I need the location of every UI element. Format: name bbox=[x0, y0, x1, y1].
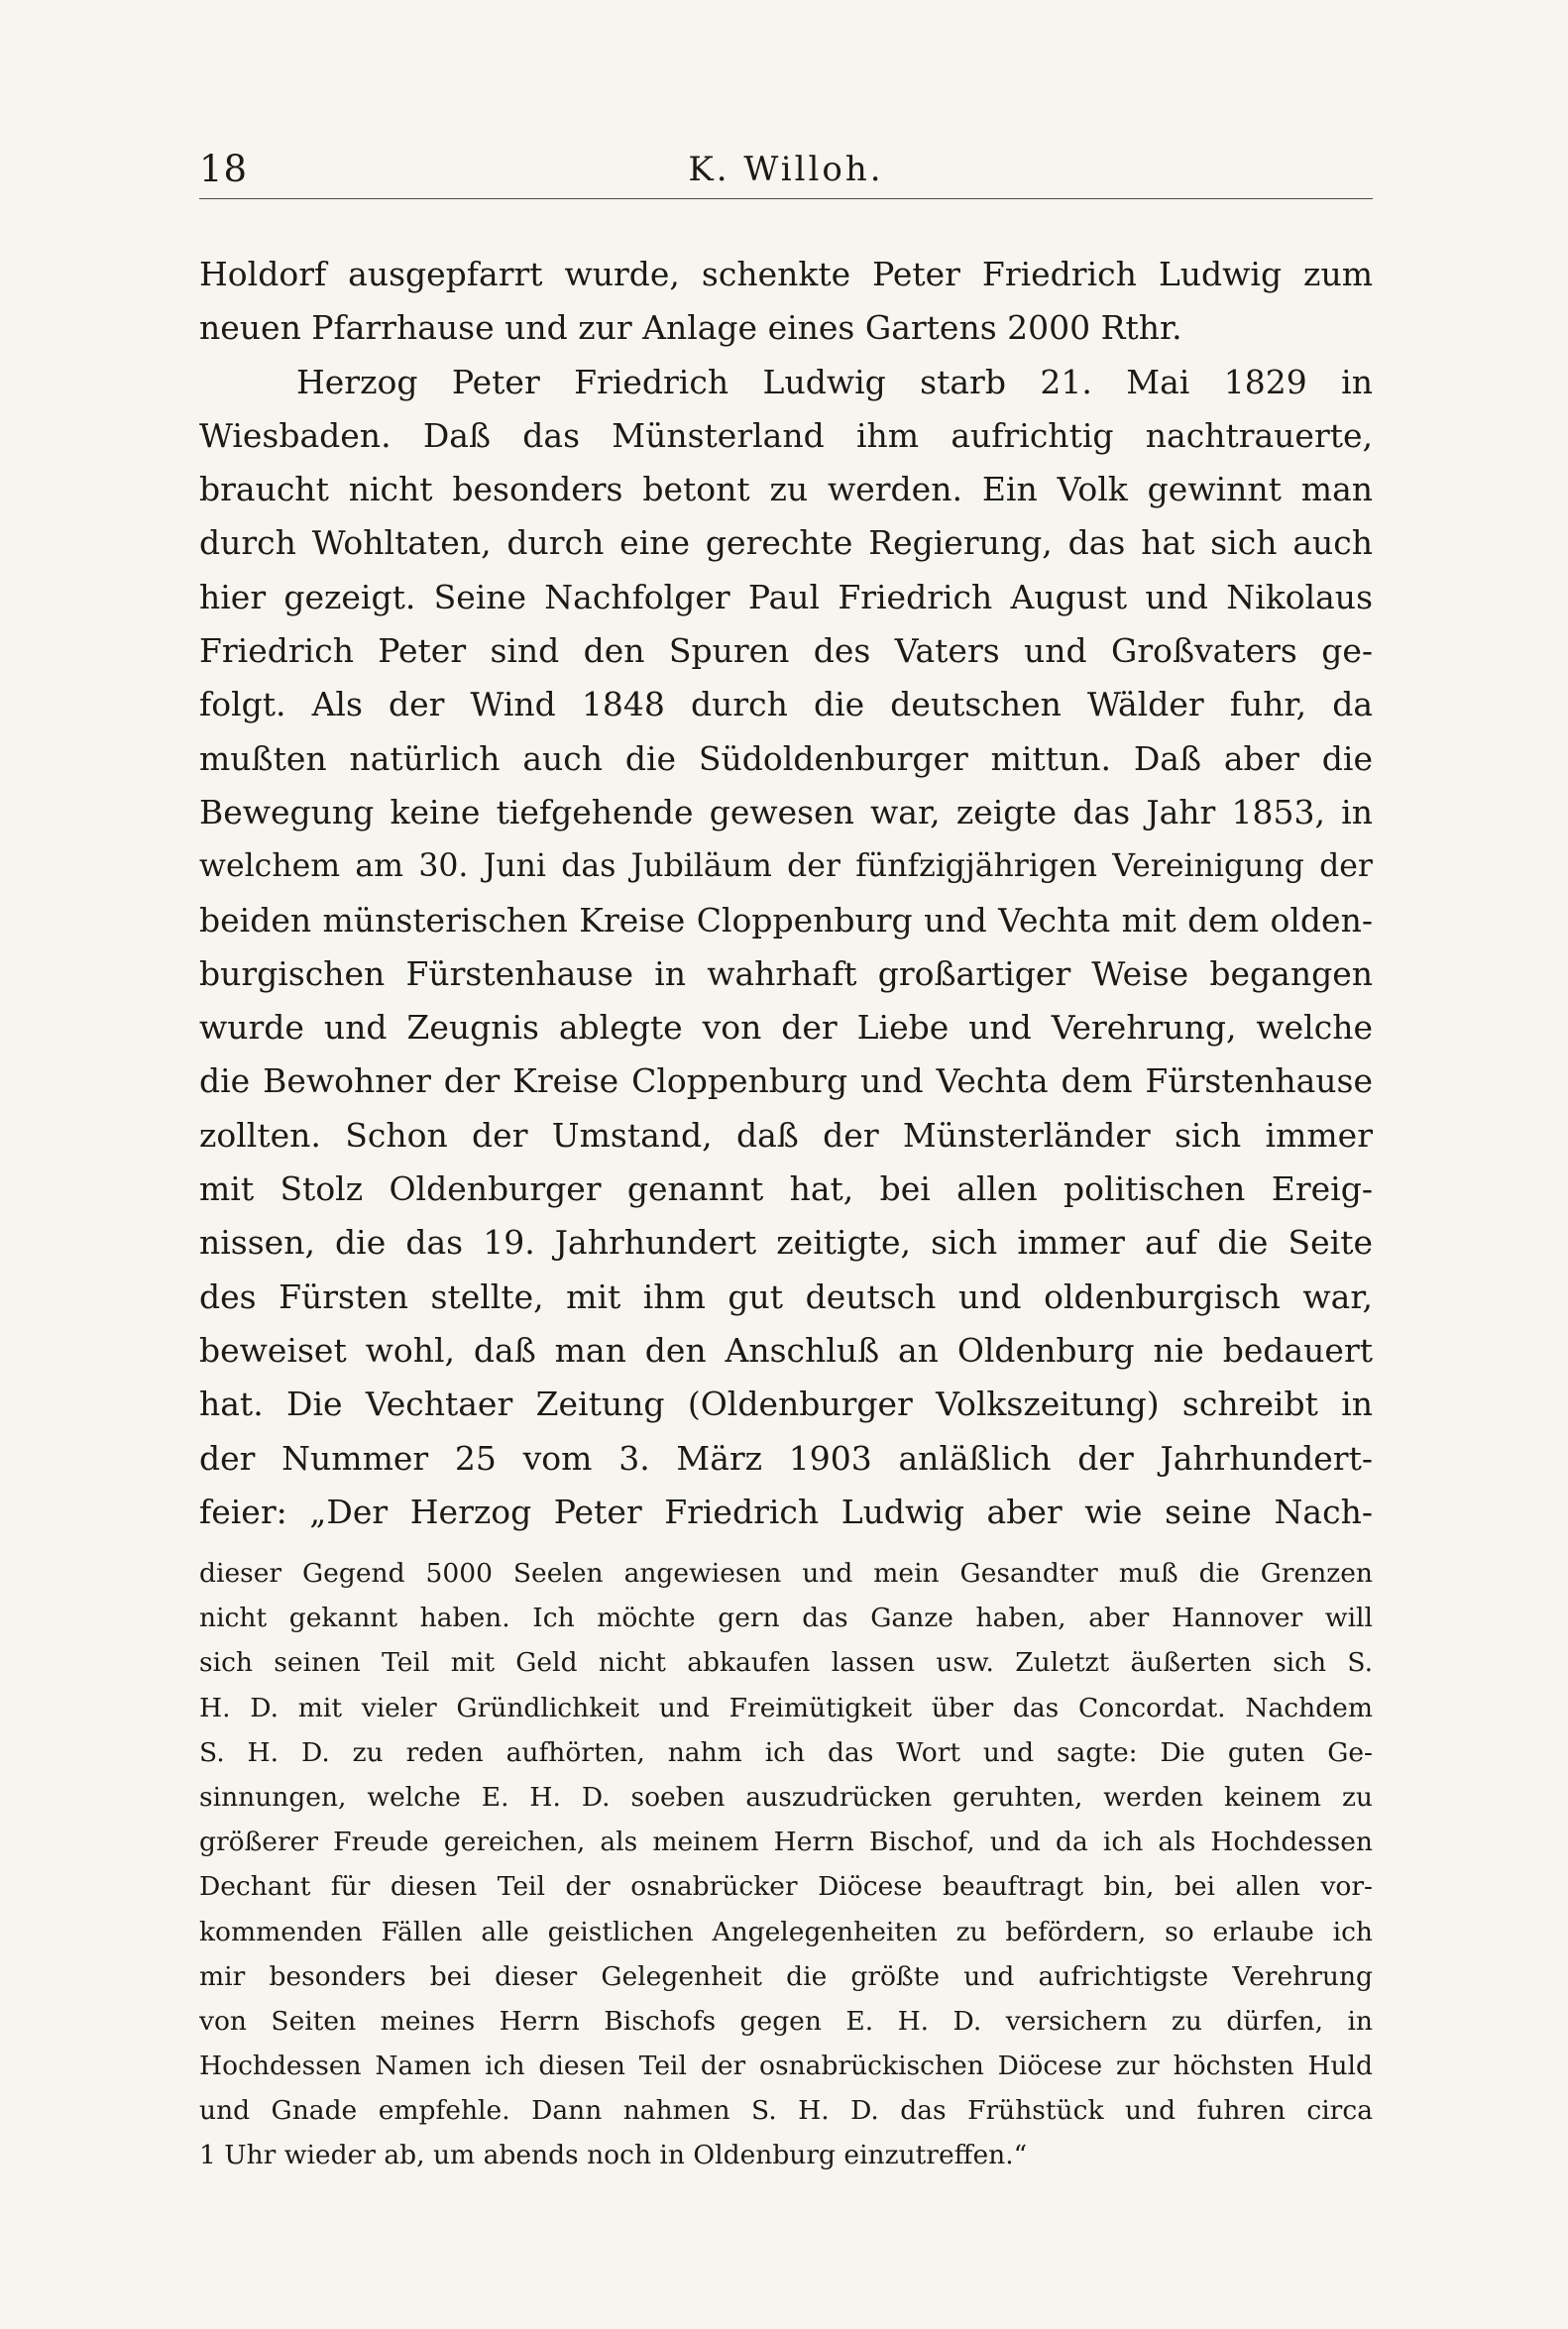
text-line: Bewegung keine tiefgehende gewesen war, zeigte das Jahr 1853, in bbox=[199, 792, 1373, 832]
text-line: Friedrich Peter sind den Spuren des Vaters und Großvaters ge- bbox=[199, 631, 1373, 671]
text-line: feier: „Der Herzog Peter Friedrich Ludwig aber wie seine Nach- bbox=[199, 1492, 1373, 1531]
text-line: welchem am 30. Juni das Jubiläum der fünfzigjährigen Vereinigung der bbox=[199, 848, 1373, 885]
text-line: Herzog Peter Friedrich Ludwig starb 21. Mai 1829 in bbox=[296, 362, 1373, 401]
page-header bbox=[199, 145, 1373, 194]
text-line: beiden münsterischen Kreise Cloppenburg und Vechta mit dem olden- bbox=[199, 900, 1373, 940]
text-line: beweiset wohl, daß man den Anschluß an Oldenburg nie bedauert bbox=[199, 1330, 1373, 1370]
footnote-line: kommenden Fällen alle geistlichen Angelegenheiten zu befördern, so erlaube ich bbox=[199, 1916, 1373, 1947]
text-line: die Bewohner der Kreise Cloppenburg und Vechta dem Fürstenhause bbox=[199, 1061, 1373, 1101]
footnote-line: sich seinen Teil mit Geld nicht abkaufen lassen usw. Zuletzt äußerten sich S. bbox=[199, 1647, 1373, 1679]
footnote-line: von Seiten meines Herrn Bischofs gegen E. H. D. versichern zu dürfen, in bbox=[199, 2005, 1373, 2037]
footnote-line: Hochdessen Namen ich diesen Teil der osnabrückischen Diöcese zur höchsten Huld bbox=[199, 2051, 1373, 2082]
footnote-line: sinnungen, welche E. H. D. soeben auszudrücken geruhten, werden keinem zu bbox=[199, 1781, 1373, 1813]
footnote-line: Dechant für diesen Teil der osnabrücker Diöcese beauftragt bin, bei allen vor- bbox=[199, 1871, 1373, 1903]
text-line: braucht nicht besonders betont zu werden. Ein Volk gewinnt man bbox=[199, 470, 1373, 509]
running-head: K. Willoh. bbox=[688, 150, 884, 189]
page-number: 18 bbox=[199, 148, 249, 190]
footnote-line: mir besonders bei dieser Gelegenheit die größte und aufrichtigste Verehrung bbox=[199, 1960, 1373, 1992]
text-line: mit Stolz Oldenburger genannt hat, bei allen politischen Ereig- bbox=[199, 1169, 1373, 1209]
text-line: folgt. Als der Wind 1848 durch die deutschen Wälder fuhr, da bbox=[199, 685, 1373, 724]
main-text bbox=[199, 248, 1373, 1539]
footnote-line: dieser Gegend 5000 Seelen angewiesen und mein Gesandter muß die Grenzen bbox=[199, 1558, 1373, 1589]
text-line: der Nummer 25 vom 3. März 1903 anläßlich der Jahrhundert- bbox=[199, 1438, 1373, 1478]
footnote-line: H. D. mit vieler Gründlichkeit und Freimütigkeit über das Concordat. Nachdem bbox=[199, 1692, 1373, 1723]
text-line: burgischen Fürstenhause in wahrhaft großartiger Weise begangen bbox=[199, 953, 1373, 993]
text-line: hier gezeigt. Seine Nachfolger Paul Friedrich August und Nikolaus bbox=[199, 577, 1373, 616]
footnote-line: und Gnade empfehle. Dann nahmen S. H. D. das Frühstück und fuhren circa bbox=[199, 2095, 1373, 2127]
text-line: Holdorf ausgepfarrt wurde, schenkte Peter Friedrich Ludwig zum bbox=[199, 255, 1373, 293]
footnote-block bbox=[199, 1551, 1373, 2178]
footnote-line: größerer Freude gereichen, als meinem Herrn Bischof, und da ich als Hochdessen bbox=[199, 1827, 1373, 1858]
footnote-line: S. H. D. zu reden aufhörten, nahm ich das Wort und sagte: Die guten Ge- bbox=[199, 1736, 1373, 1768]
text-line: Wiesbaden. Daß das Münsterland ihm aufrichtig nachtrauerte, bbox=[199, 415, 1373, 455]
footnote-line: 1 Uhr wieder ab, um abends noch in Oldenburg einzutreffen.“ bbox=[199, 2140, 1028, 2171]
text-line: des Fürsten stellte, mit ihm gut deutsch und oldenburgisch war, bbox=[199, 1276, 1373, 1316]
text-line: hat. Die Vechtaer Zeitung (Oldenburger Volkszeitung) schreibt in bbox=[199, 1385, 1373, 1424]
text-line: wurde und Zeugnis ablegte von der Liebe und Verehrung, welche bbox=[199, 1008, 1373, 1048]
text-line: zollten. Schon der Umstand, daß der Münsterländer sich immer bbox=[199, 1115, 1373, 1155]
text-line: mußten natürlich auch die Südoldenburger mittun. Daß aber die bbox=[199, 738, 1373, 778]
header-rule bbox=[199, 198, 1373, 199]
footnote-line: nicht gekannt haben. Ich möchte gern das Ganze haben, aber Hannover will bbox=[199, 1603, 1373, 1634]
text-line: neuen Pfarrhause und zur Anlage eines Gartens 2000 Rthr. bbox=[199, 308, 1182, 348]
text-line: durch Wohltaten, durch eine gerechte Regierung, das hat sich auch bbox=[199, 523, 1373, 563]
text-line: nissen, die das 19. Jahrhundert zeitigte, sich immer auf die Seite bbox=[199, 1223, 1373, 1263]
